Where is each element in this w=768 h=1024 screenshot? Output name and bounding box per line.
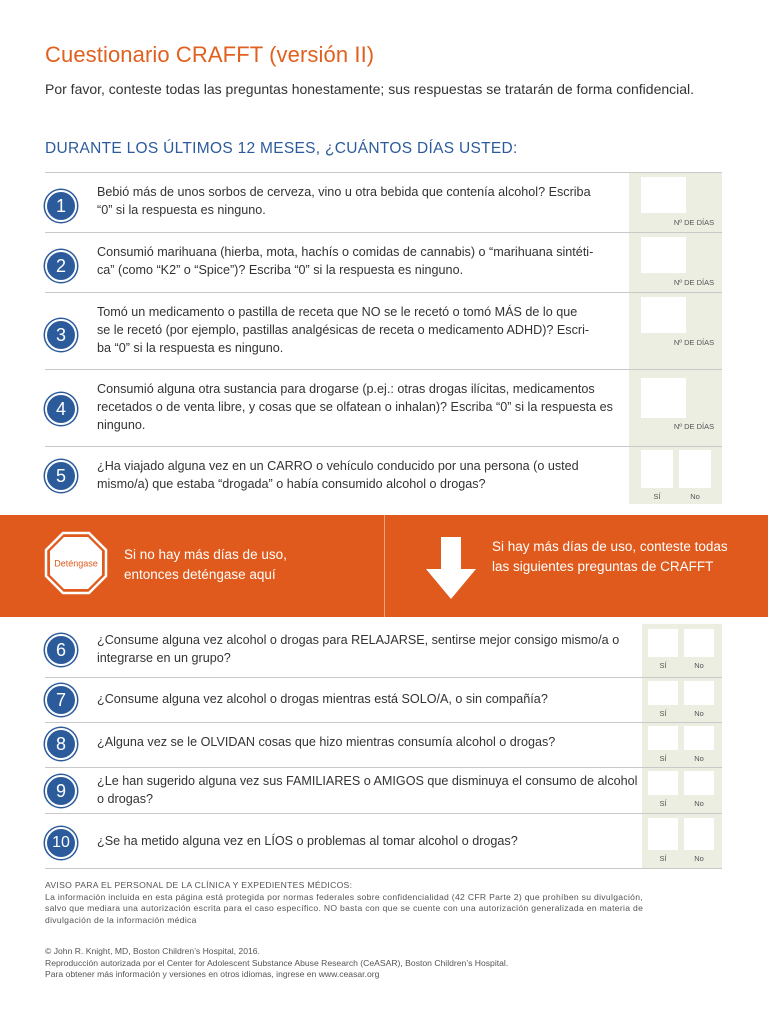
question-text-line: ¿Le han sugerido alguna vez sus FAMILIARES o AMIGOS que disminuya el consumo de alcohol — [97, 774, 638, 788]
question-row-8 — [45, 722, 722, 767]
stop-sign-icon — [44, 531, 108, 595]
answer-column — [642, 678, 722, 722]
question-text-line: Bebió más de unos sorbos de cerveza, vino u otra bebida que contenía alcohol? Escriba — [97, 185, 591, 199]
banner-divider — [384, 515, 385, 617]
banner-stop-text — [124, 545, 364, 585]
answer-column — [642, 723, 722, 767]
days-input[interactable] — [641, 297, 686, 333]
question-text-line: ¿Consume alguna vez alcohol o drogas para RELAJARSE, sentirse mejor consigo mismo/a o — [97, 633, 620, 647]
no-checkbox[interactable] — [684, 629, 714, 657]
question-row-6 — [45, 624, 722, 677]
question-text-line: se le recetó (por ejemplo, pastillas analgésicas de receta o medicamento ADHD)? Escri- — [97, 323, 590, 337]
answer-column — [629, 233, 722, 292]
yes-checkbox[interactable] — [648, 681, 678, 705]
question-text-5 — [97, 457, 617, 493]
question-text-line: ¿Ha viajado alguna vez en un CARRO o vehículo conducido por una persona (o usted — [97, 459, 579, 473]
question-number-8: 8 — [45, 728, 77, 760]
days-input[interactable] — [641, 378, 686, 418]
no-label: No — [694, 661, 704, 670]
no-label: No — [690, 492, 700, 501]
copyright-block — [45, 946, 725, 981]
notice-line: divulgación de la información médica — [45, 914, 197, 925]
no-label: No — [694, 709, 704, 718]
answer-column — [642, 814, 722, 868]
banner-text-line: las siguientes preguntas de CRAFFT — [492, 559, 714, 574]
question-number-1: 1 — [45, 190, 77, 222]
arrow-down-icon — [426, 537, 476, 599]
answer-column — [629, 173, 722, 232]
no-checkbox[interactable] — [684, 726, 714, 750]
banner-text-line: entonces deténgase aquí — [124, 567, 276, 582]
instruction-banner — [0, 515, 768, 617]
question-number-5: 5 — [45, 460, 77, 492]
question-number-9: 9 — [45, 775, 77, 807]
question-text-line: ¿Consume alguna vez alcohol o drogas mientras está SOLO/A, o sin compañía? — [97, 692, 548, 706]
question-number-4: 4 — [45, 393, 77, 425]
yes-checkbox[interactable] — [648, 629, 678, 657]
question-text-4 — [97, 380, 617, 434]
answer-column — [642, 768, 722, 813]
yes-label: SÍ — [659, 854, 667, 863]
question-text-7 — [97, 690, 657, 708]
stop-sign-label: Deténgase — [54, 558, 98, 569]
question-row-7 — [45, 677, 722, 722]
notice-heading: AVISO PARA EL PERSONAL DE LA CLÍNICA Y EXPEDIENTES MÉDICOS: — [45, 880, 353, 890]
answer-column — [629, 447, 722, 504]
question-text-line: ca” (como “K2” o “Spice”)? Escriba “0” si la respuesta es ninguno. — [97, 263, 464, 277]
question-row-4 — [45, 369, 722, 446]
question-row-1 — [45, 172, 722, 232]
question-text-line: ¿Alguna vez se le OLVIDAN cosas que hizo mientras consumía alcohol o drogas? — [97, 735, 556, 749]
question-text-line: mismo/a) que estaba “drogada” o había consumido alcohol o drogas? — [97, 477, 486, 491]
yes-checkbox[interactable] — [641, 450, 673, 488]
confidentiality-notice — [45, 880, 725, 926]
question-number-7: 7 — [45, 684, 77, 716]
question-row-3 — [45, 292, 722, 369]
question-text-line: “0” si la respuesta es ninguno. — [97, 203, 266, 217]
question-text-6 — [97, 631, 657, 667]
banner-text-line: Si hay más días de uso, conteste todas — [492, 539, 728, 554]
no-checkbox[interactable] — [679, 450, 711, 488]
question-number-10: 10 — [45, 827, 77, 859]
no-label: No — [694, 799, 704, 808]
question-text-line: integrarse en un grupo? — [97, 651, 231, 665]
more-info-text: Para obtener más información y versiones en otros idiomas, ingrese en www.ceasar.org — [45, 969, 380, 979]
days-label: Nº DE DÍAS — [673, 278, 715, 287]
days-label: Nº DE DÍAS — [673, 218, 715, 227]
question-text-line: recetados o de venta libre, y cosas que se olfatean o inhalan)? Escriba “0” si la respuesta es — [97, 400, 613, 414]
question-number-2: 2 — [45, 250, 77, 282]
question-text-8 — [97, 733, 657, 751]
question-text-10 — [97, 832, 657, 850]
question-row-10 — [45, 813, 722, 869]
question-row-9 — [45, 767, 722, 813]
answer-column — [629, 370, 722, 446]
no-checkbox[interactable] — [684, 681, 714, 705]
question-text-line: ninguno. — [97, 418, 146, 432]
days-label: Nº DE DÍAS — [673, 422, 715, 431]
no-label: No — [694, 854, 704, 863]
answer-column — [642, 624, 722, 677]
question-text-line: Consumió marihuana (hierba, mota, hachís o comidas de cannabis) o “marihuana sintéti- — [97, 245, 594, 259]
yes-label: SÍ — [659, 709, 667, 718]
copyright-text: © John R. Knight, MD, Boston Children’s Hospital, 2016. — [45, 946, 260, 956]
question-text-line: ba “0” si la respuesta es ninguno. — [97, 341, 284, 355]
question-text-2 — [97, 243, 617, 279]
question-text-3 — [97, 303, 617, 357]
question-text-line: ¿Se ha metido alguna vez en LÍOS o problemas al tomar alcohol o drogas? — [97, 834, 518, 848]
reproduction-text: Reproducción autorizada por el Center for Adolescent Substance Abuse Research (CeASAR), Boston Children’s Hospital. — [45, 957, 509, 968]
notice-line: salvo que mediara una autorización escrita para el caso específico. NO basta con que se cuente con una autorización generalizada en materia de — [45, 903, 644, 913]
notice-line: La información incluida en esta página está protegida por normas federales sobre confidencialidad (42 CFR Parte 2) que prohíben su divulgación, — [45, 891, 644, 902]
answer-column — [629, 293, 722, 369]
yes-checkbox[interactable] — [648, 726, 678, 750]
no-checkbox[interactable] — [684, 818, 714, 850]
question-row-5 — [45, 446, 722, 504]
yes-label: SÍ — [653, 492, 661, 501]
question-text-line: Consumió alguna otra sustancia para drogarse (p.ej.: otras drogas ilícitas, medicamentos — [97, 382, 595, 396]
no-label: No — [694, 754, 704, 763]
question-row-2 — [45, 232, 722, 292]
page-subtitle: Por favor, conteste todas las preguntas honestamente; sus respuestas se tratarán de forma confidencial. — [45, 81, 695, 97]
days-input[interactable] — [641, 237, 686, 273]
days-input[interactable] — [641, 177, 686, 213]
question-text-line: o drogas? — [97, 792, 154, 806]
yes-checkbox[interactable] — [648, 771, 678, 795]
yes-label: SÍ — [659, 799, 667, 808]
question-number-3: 3 — [45, 319, 77, 351]
question-text-1 — [97, 183, 617, 219]
question-text-9 — [97, 772, 657, 808]
yes-label: SÍ — [659, 661, 667, 670]
banner-continue-text — [492, 537, 762, 577]
section-heading: DURANTE LOS ÚLTIMOS 12 MESES, ¿CUÁNTOS DÍAS USTED: — [45, 140, 518, 157]
page-title: Cuestionario CRAFFT (versión II) — [45, 42, 375, 67]
yes-checkbox[interactable] — [648, 818, 678, 850]
question-text-line: Tomó un medicamento o pastilla de receta que NO se le recetó o tomó MÁS de lo que — [97, 305, 578, 319]
banner-text-line: Si no hay más días de uso, — [124, 547, 287, 562]
question-number-6: 6 — [45, 634, 77, 666]
yes-label: SÍ — [659, 754, 667, 763]
days-label: Nº DE DÍAS — [673, 338, 715, 347]
no-checkbox[interactable] — [684, 771, 714, 795]
